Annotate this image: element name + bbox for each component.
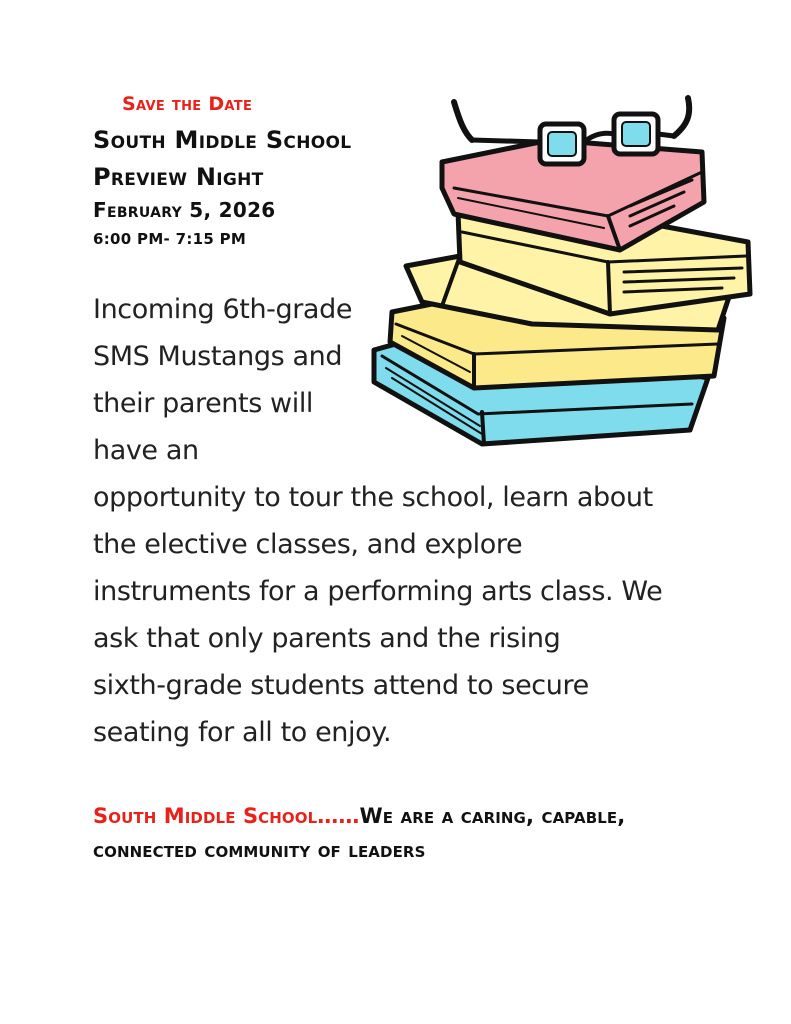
body-line: sixth-grade students attend to secure [93, 670, 589, 701]
body-line: SMS Mustangs and [93, 341, 343, 372]
event-date: February 5, 2026 [93, 198, 276, 222]
body-line: the elective classes, and explore [93, 529, 523, 560]
school-name-heading: South Middle School [93, 126, 352, 154]
body-line: instruments for a performing arts class. We [93, 576, 663, 607]
motto-tagline-part-1: We are a caring, capable, [359, 804, 626, 828]
motto-line-1 [93, 804, 625, 828]
body-line: have an [93, 435, 199, 466]
stack-of-books-with-glasses-icon [362, 92, 758, 450]
motto-line-2: connected community of leaders [93, 838, 426, 862]
save-the-date-heading: Save the Date [122, 93, 253, 115]
body-line: Incoming 6th-grade [93, 294, 353, 325]
motto-school-name: South Middle School…… [93, 804, 360, 828]
body-line: seating for all to enjoy. [93, 717, 392, 748]
event-time: 6:00 PM- 7:15 PM [93, 230, 247, 248]
body-line: ask that only parents and the rising [93, 623, 561, 654]
body-line: opportunity to tour the school, learn about [93, 482, 653, 513]
event-name-heading: Preview Night [93, 163, 264, 191]
body-line: their parents will [93, 388, 314, 419]
